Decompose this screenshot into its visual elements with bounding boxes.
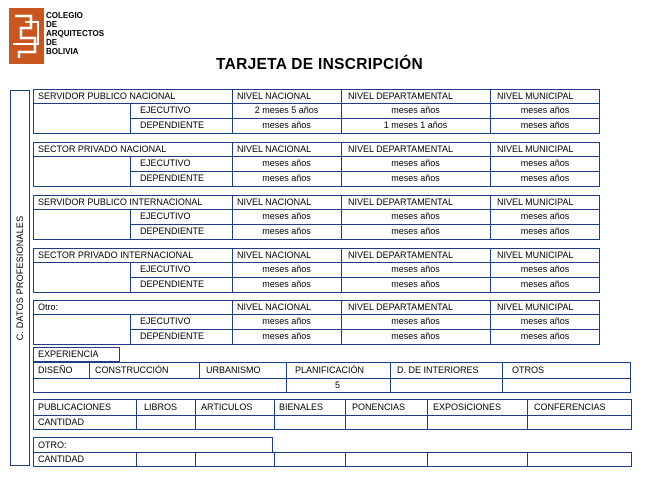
side-label: C. DATOS PROFESIONALES bbox=[15, 215, 25, 341]
departamental-value[interactable]: 1 meses 1 años bbox=[383, 120, 448, 130]
municipal-value[interactable]: meses años bbox=[520, 316, 570, 326]
nivel-departamental-label: NIVEL DEPARTAMENTAL bbox=[348, 144, 454, 154]
municipal-value[interactable]: meses años bbox=[520, 226, 570, 236]
row-type-label: EJECUTIVO bbox=[140, 158, 191, 168]
row-type-label: EJECUTIVO bbox=[140, 264, 191, 274]
value-planificacion[interactable]: 5 bbox=[335, 380, 341, 390]
otro-cantidad-row bbox=[33, 452, 632, 467]
col-planificacion: PLANIFICACIÓN bbox=[295, 365, 365, 375]
nivel-municipal-label: NIVEL MUNICIPAL bbox=[497, 197, 574, 207]
org-line: ARQUITECTOS bbox=[46, 29, 105, 38]
departamental-value[interactable]: meses años bbox=[391, 105, 440, 115]
col-urbanismo: URBANISMO bbox=[206, 365, 261, 375]
municipal-value[interactable]: meses años bbox=[520, 158, 570, 168]
departamental-value[interactable]: meses años bbox=[391, 158, 440, 168]
col-ponencias: PONENCIAS bbox=[352, 402, 406, 412]
row-type-label: DEPENDIENTE bbox=[140, 120, 205, 130]
section-title: SECTOR PRIVADO INTERNACIONAL bbox=[38, 250, 194, 260]
municipal-value[interactable]: meses años bbox=[520, 173, 570, 183]
experiencia-table bbox=[33, 362, 631, 393]
nacional-value[interactable]: meses años bbox=[262, 316, 311, 326]
section-title: Otro: bbox=[38, 302, 59, 312]
org-name bbox=[46, 11, 104, 56]
departamental-value[interactable]: meses años bbox=[391, 279, 440, 289]
departamental-value[interactable]: meses años bbox=[391, 264, 440, 274]
row-type-label: DEPENDIENTE bbox=[140, 331, 205, 341]
nivel-nacional-label: NIVEL NACIONAL bbox=[237, 250, 312, 260]
col-exposiciones: EXPOSICIONES bbox=[433, 402, 502, 412]
section-title: SECTOR PRIVADO NACIONAL bbox=[38, 144, 167, 154]
org-line: COLEGIO bbox=[46, 11, 83, 20]
row-type-label: DEPENDIENTE bbox=[140, 173, 205, 183]
otro-cantidad-label: CANTIDAD bbox=[38, 454, 85, 464]
experiencia-box bbox=[33, 347, 120, 362]
departamental-value[interactable]: meses años bbox=[391, 316, 440, 326]
nivel-departamental-label: NIVEL DEPARTAMENTAL bbox=[348, 197, 454, 207]
municipal-value[interactable]: meses años bbox=[520, 211, 570, 221]
col-construccion: CONSTRUCCIÓN bbox=[95, 365, 169, 375]
nivel-nacional-label: NIVEL NACIONAL bbox=[237, 302, 312, 312]
nivel-departamental-label: NIVEL DEPARTAMENTAL bbox=[348, 91, 454, 101]
nivel-departamental-label: NIVEL DEPARTAMENTAL bbox=[348, 250, 454, 260]
otro-box[interactable] bbox=[33, 437, 273, 453]
nacional-value[interactable]: meses años bbox=[262, 279, 311, 289]
nacional-value[interactable]: 2 meses 5 años bbox=[254, 105, 319, 115]
section-spacer bbox=[33, 209, 131, 240]
nivel-nacional-label: NIVEL NACIONAL bbox=[237, 197, 312, 207]
departamental-value[interactable]: meses años bbox=[391, 226, 440, 236]
nivel-municipal-label: NIVEL MUNICIPAL bbox=[497, 250, 574, 260]
nivel-nacional-label: NIVEL NACIONAL bbox=[237, 91, 312, 101]
section-title: SERVIDOR PUBLICO INTERNACIONAL bbox=[38, 197, 203, 207]
col-diseno: DISEÑO bbox=[38, 365, 73, 375]
org-line: BOLIVIA bbox=[46, 47, 79, 56]
municipal-value[interactable]: meses años bbox=[520, 279, 570, 289]
municipal-value[interactable]: meses años bbox=[520, 105, 570, 115]
row-type-label: DEPENDIENTE bbox=[140, 226, 205, 236]
municipal-value[interactable]: meses años bbox=[520, 331, 570, 341]
side-label-box bbox=[10, 90, 30, 466]
nacional-value[interactable]: meses años bbox=[262, 211, 311, 221]
section-title-box bbox=[33, 300, 233, 315]
nacional-value[interactable]: meses años bbox=[262, 331, 311, 341]
col-bienales: BIENALES bbox=[279, 402, 324, 412]
col-articulos: ARTICULOS bbox=[201, 402, 253, 412]
logo bbox=[9, 8, 44, 64]
nacional-value[interactable]: meses años bbox=[262, 158, 311, 168]
section-title: SERVIDOR PUBLICO NACIONAL bbox=[38, 91, 176, 101]
nacional-value[interactable]: meses años bbox=[262, 226, 311, 236]
municipal-value[interactable]: meses años bbox=[520, 264, 570, 274]
nivel-municipal-label: NIVEL MUNICIPAL bbox=[497, 144, 574, 154]
row-type-label: EJECUTIVO bbox=[140, 211, 191, 221]
row-type-label: EJECUTIVO bbox=[140, 105, 191, 115]
col-interiores: D. DE INTERIORES bbox=[397, 365, 479, 375]
nivel-nacional-label: NIVEL NACIONAL bbox=[237, 144, 312, 154]
logo-mark-icon bbox=[9, 8, 44, 64]
col-publicaciones: PUBLICACIONES bbox=[38, 402, 112, 412]
nivel-departamental-label: NIVEL DEPARTAMENTAL bbox=[348, 302, 454, 312]
row-type-label: DEPENDIENTE bbox=[140, 279, 205, 289]
nacional-value[interactable]: meses años bbox=[262, 173, 311, 183]
experiencia-label: EXPERIENCIA bbox=[38, 349, 99, 359]
nacional-value[interactable]: meses años bbox=[262, 120, 311, 130]
row-type-label: EJECUTIVO bbox=[140, 316, 191, 326]
col-conferencias: CONFERENCIAS bbox=[534, 402, 606, 412]
section-spacer bbox=[33, 103, 131, 134]
departamental-value[interactable]: meses años bbox=[391, 173, 440, 183]
nivel-municipal-label: NIVEL MUNICIPAL bbox=[497, 91, 574, 101]
cantidad-label: CANTIDAD bbox=[38, 417, 85, 427]
departamental-value[interactable]: meses años bbox=[391, 331, 440, 341]
col-libros: LIBROS bbox=[144, 402, 178, 412]
nivel-municipal-label: NIVEL MUNICIPAL bbox=[497, 302, 574, 312]
publicaciones-table bbox=[33, 399, 632, 430]
page-title: TARJETA DE INSCRIPCIÓN bbox=[216, 56, 423, 73]
org-line: DE bbox=[46, 38, 58, 47]
nacional-value[interactable]: meses años bbox=[262, 264, 311, 274]
section-spacer bbox=[33, 314, 131, 345]
section-spacer bbox=[33, 262, 131, 293]
org-line: DE bbox=[46, 20, 58, 29]
departamental-value[interactable]: meses años bbox=[391, 211, 440, 221]
section-spacer bbox=[33, 156, 131, 187]
municipal-value[interactable]: meses años bbox=[520, 120, 570, 130]
col-otros: OTROS bbox=[512, 365, 545, 375]
otro-label: OTRO: bbox=[38, 440, 67, 450]
